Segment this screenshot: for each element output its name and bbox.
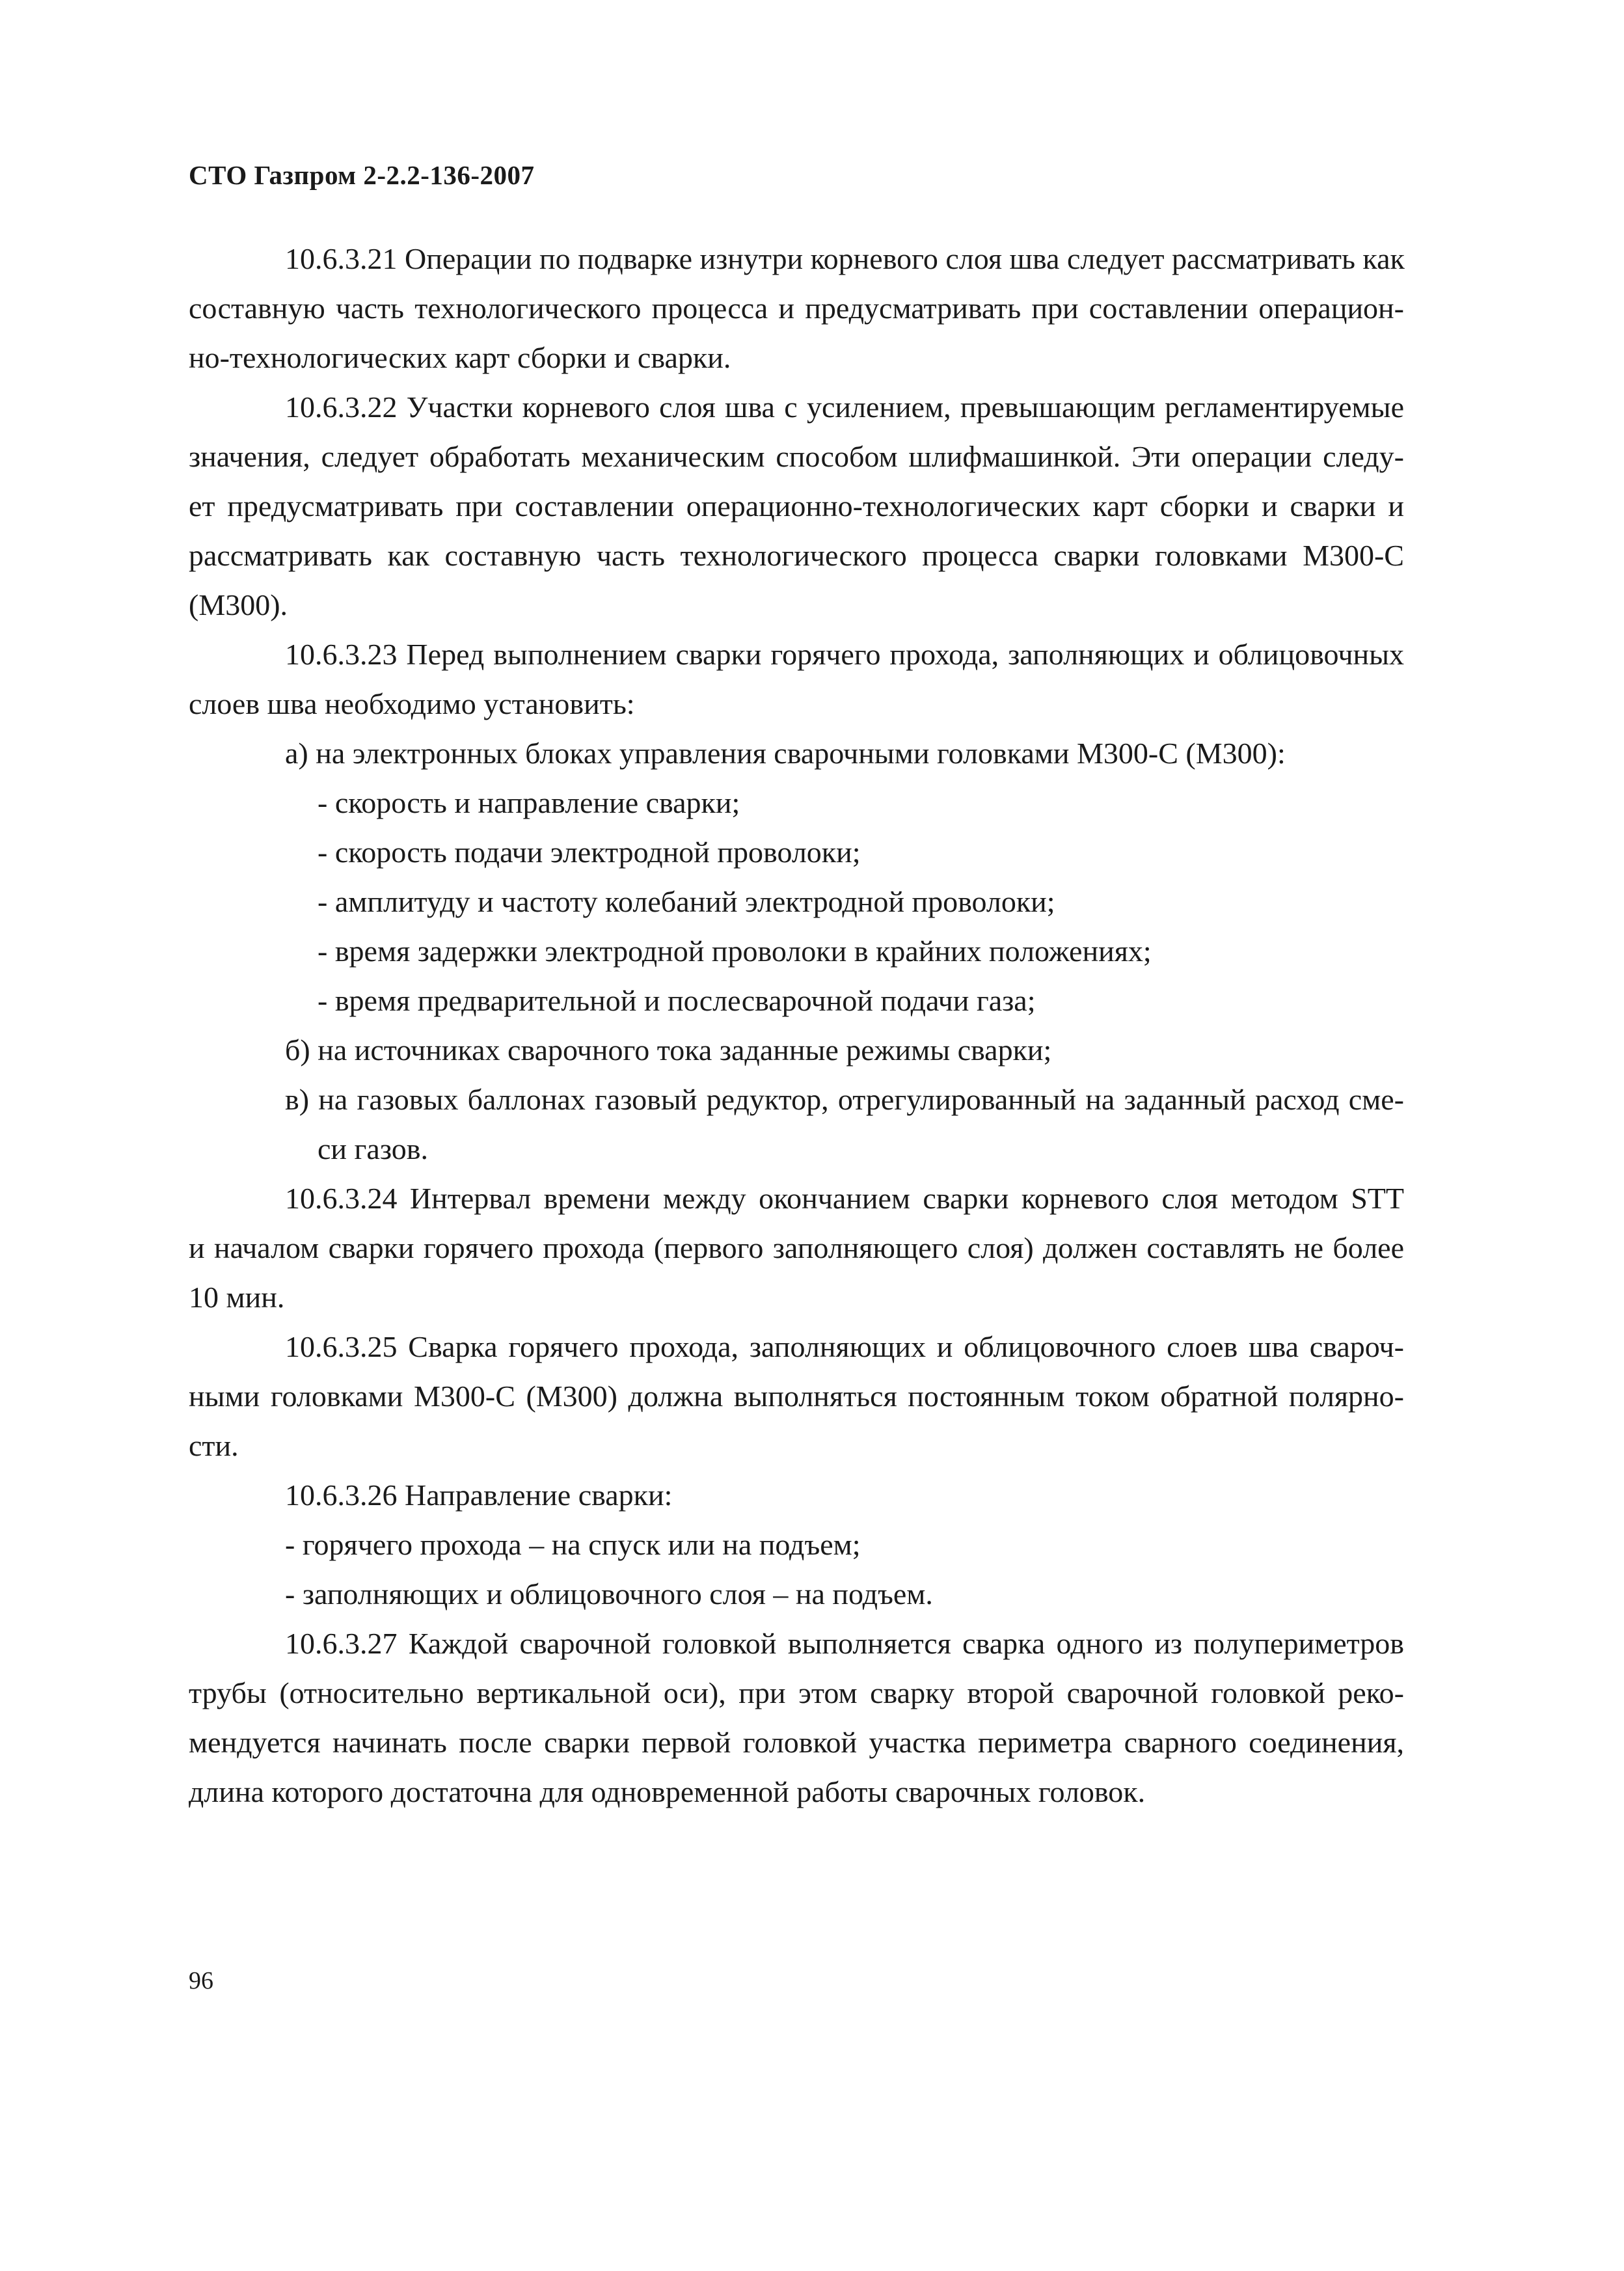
document-header: СТО Газпром 2-2.2-136-2007 [189, 160, 535, 190]
paragraph-10-6-3-24-line-3: 10 мин. [189, 1281, 285, 1314]
paragraph-10-6-3-21-line-1: 10.6.3.21 Операции по подварке изнутри корневого слоя шва следует рассматривать как [285, 242, 1405, 275]
list-item-a-2: - скорость подачи электродной проволоки; [318, 836, 861, 869]
paragraph-10-6-3-25-line-1: 10.6.3.25 Сварка горячего прохода, заполняющих и облицовочного слоев шва свароч- [285, 1330, 1404, 1363]
paragraph-10-6-3-21-line-2: составную часть технологического процесса и предусматривать при составлении операцион- [189, 292, 1404, 325]
paragraph-10-6-3-24-line-2: и началом сварки горячего прохода (первого заполняющего слоя) должен составлять не более [189, 1231, 1404, 1264]
page-number: 96 [189, 1967, 213, 1994]
paragraph-10-6-3-25-line-2: ными головками М300-С (М300) должна выполняться постоянным током обратной полярно- [189, 1380, 1404, 1413]
list-item-b: б) на источниках сварочного тока заданные режимы сварки; [285, 1033, 1052, 1067]
paragraph-10-6-3-22-line-1: 10.6.3.22 Участки корневого слоя шва с усилением, превышающим регламентируемые [285, 390, 1404, 424]
paragraph-10-6-3-27-line-3: мендуется начинать после сварки первой головкой участка периметра сварного соединения, [189, 1726, 1404, 1759]
paragraph-10-6-3-22-line-3: ет предусматривать при составлении операционно-технологических карт сборки и сварки и [189, 489, 1404, 523]
paragraph-10-6-3-27-line-1: 10.6.3.27 Каждой сварочной головкой выполняется сварка одного из полупериметров [285, 1627, 1404, 1660]
list-item-a: а) на электронных блоках управления сварочными головками М300-С (М300): [285, 737, 1286, 770]
paragraph-10-6-3-22-line-2: значения, следует обработать механическим способом шлифмашинкой. Эти операции следу- [189, 440, 1404, 473]
list-item-v-line-1: в) на газовых баллонах газовый редуктор, отрегулированный на заданный расход сме- [285, 1083, 1404, 1116]
list-item-a-3: - амплитуду и частоту колебаний электродной проволоки; [318, 885, 1055, 918]
paragraph-10-6-3-22-line-4: рассматривать как составную часть технологического процесса сварки головками М300-С [189, 539, 1404, 572]
paragraph-10-6-3-26-line-3: - заполняющих и облицовочного слоя – на подъем. [285, 1577, 933, 1611]
list-item-a-1: - скорость и направление сварки; [318, 786, 740, 819]
paragraph-10-6-3-23-line-2: слоев шва необходимо установить: [189, 687, 635, 720]
list-item-a-4: - время задержки электродной проволоки в крайних положениях; [318, 934, 1152, 968]
paragraph-10-6-3-26-line-1: 10.6.3.26 Направление сварки: [285, 1478, 673, 1512]
paragraph-10-6-3-23-line-1: 10.6.3.23 Перед выполнением сварки горячего прохода, заполняющих и облицовочных [285, 638, 1404, 671]
paragraph-10-6-3-25-line-3: сти. [189, 1429, 239, 1462]
list-item-v-line-2: си газов. [318, 1132, 428, 1165]
paragraph-10-6-3-27-line-2: трубы (относительно вертикальной оси), при этом сварку второй сварочной головкой реко- [189, 1676, 1404, 1709]
paragraph-10-6-3-24-line-1: 10.6.3.24 Интервал времени между окончанием сварки корневого слоя методом STT [285, 1182, 1404, 1215]
paragraph-10-6-3-21-line-3: но-технологических карт сборки и сварки. [189, 341, 731, 374]
list-item-a-5: - время предварительной и послесварочной подачи газа; [318, 984, 1036, 1017]
paragraph-10-6-3-27-line-4: длина которого достаточна для одновременной работы сварочных головок. [189, 1775, 1146, 1808]
paragraph-10-6-3-22-line-5: (М300). [189, 588, 288, 621]
paragraph-10-6-3-26-line-2: - горячего прохода – на спуск или на подъем; [285, 1528, 861, 1561]
